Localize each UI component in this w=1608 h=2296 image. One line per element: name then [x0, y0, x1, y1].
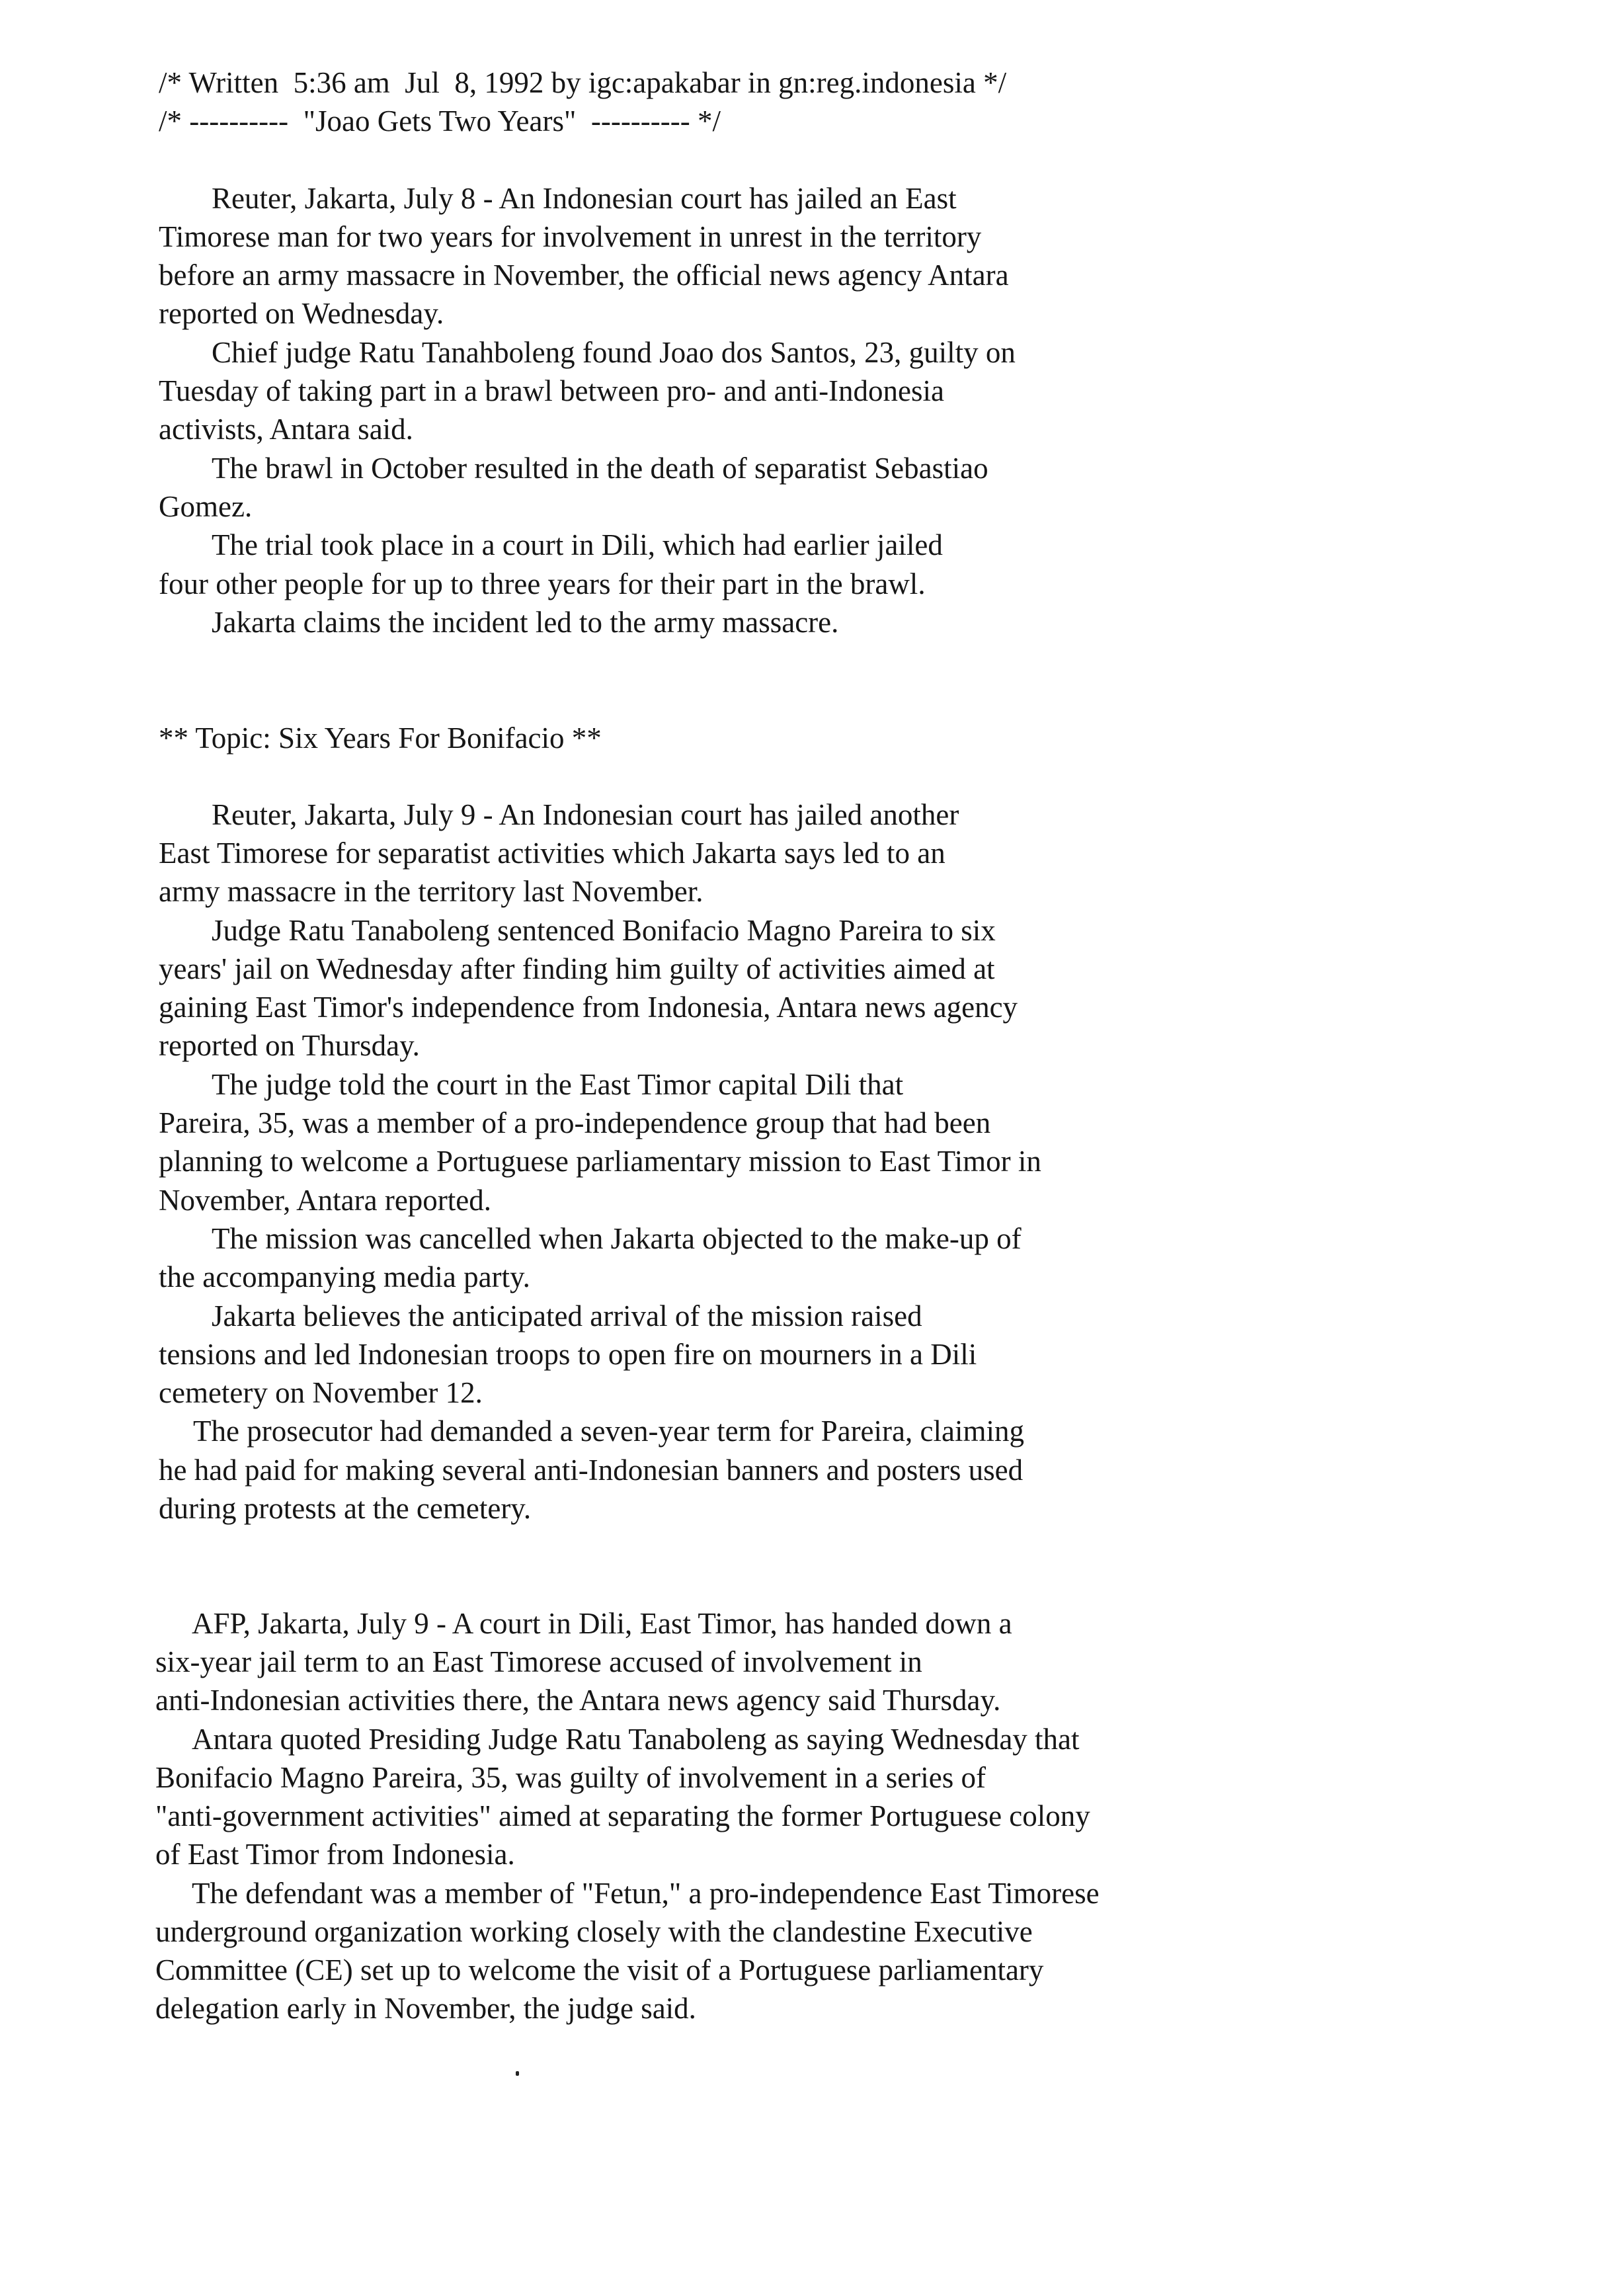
article3-p2-line4: of East Timor from Indonesia.	[155, 1838, 515, 1871]
article2-p2-line2: years' jail on Wednesday after finding him guilty of activities aimed at	[159, 952, 995, 985]
article2-p3-line3: planning to welcome a Portuguese parliamentary mission to East Timor in	[159, 1145, 1041, 1178]
article2-p6-line2: he had paid for making several anti-Indonesian banners and posters used	[159, 1454, 1024, 1487]
article3-p2-line3: "anti-government activities" aimed at separating the former Portuguese colony	[155, 1799, 1090, 1832]
article2-p3-line2: Pareira, 35, was a member of a pro-independence group that had been	[159, 1106, 991, 1139]
article3-p3-line2: underground organization working closely with the clandestine Executive	[155, 1915, 1033, 1948]
article2-p4-line1: The mission was cancelled when Jakarta objected to the make-up of	[212, 1222, 1022, 1255]
article2-p5-line3: cemetery on November 12.	[159, 1376, 483, 1409]
article1-p3-line2: Gomez.	[159, 490, 253, 523]
article2-p3-line4: November, Antara reported.	[159, 1184, 491, 1217]
article2-p3-line1: The judge told the court in the East Timor capital Dili that	[212, 1068, 904, 1101]
article1-p1-line1: Reuter, Jakarta, July 8 - An Indonesian court has jailed an East	[212, 182, 957, 215]
article1-p2-line2: Tuesday of taking part in a brawl between pro- and anti-Indonesia	[159, 374, 944, 407]
article2-p5-line1: Jakarta believes the anticipated arrival of the mission raised	[212, 1299, 922, 1332]
article2-p6-line3: during protests at the cemetery.	[159, 1492, 532, 1525]
article1-p1-line2: Timorese man for two years for involvement in unrest in the territory	[159, 220, 982, 253]
header-title-line: /* ---------- "Joao Gets Two Years" ---------- */	[159, 104, 721, 138]
article2-p5-line2: tensions and led Indonesian troops to open fire on mourners in a Dili	[159, 1338, 977, 1371]
topic-heading: ** Topic: Six Years For Bonifacio **	[159, 721, 602, 755]
article2-p2-line1: Judge Ratu Tanaboleng sentenced Bonifacio Magno Pareira to six	[212, 914, 996, 947]
article2-p2-line4: reported on Thursday.	[159, 1029, 420, 1062]
article3-p1-line1: AFP, Jakarta, July 9 - A court in Dili, East Timor, has handed down a	[192, 1607, 1012, 1640]
scan-speck	[516, 2071, 519, 2076]
article1-p1-line4: reported on Wednesday.	[159, 297, 444, 330]
header-written-line: /* Written 5:36 am Jul 8, 1992 by igc:apakabar in gn:reg.indonesia */	[159, 66, 1007, 99]
article2-p1-line1: Reuter, Jakarta, July 9 - An Indonesian court has jailed another	[212, 798, 959, 831]
article3-p1-line3: anti-Indonesian activities there, the Antara news agency said Thursday.	[155, 1684, 1001, 1717]
article3-p3-line1: The defendant was a member of "Fetun," a pro-independence East Timorese	[192, 1877, 1100, 1910]
article3-p3-line4: delegation early in November, the judge said.	[155, 1992, 696, 2025]
article1-p2-line1: Chief judge Ratu Tanahboleng found Joao dos Santos, 23, guilty on	[212, 336, 1016, 369]
article2-p4-line2: the accompanying media party.	[159, 1260, 530, 1293]
article2-p1-line3: army massacre in the territory last November.	[159, 875, 704, 908]
article3-p3-line3: Committee (CE) set up to welcome the visit of a Portuguese parliamentary	[155, 1953, 1044, 1987]
article3-p2-line1: Antara quoted Presiding Judge Ratu Tanaboleng as saying Wednesday that	[192, 1723, 1080, 1756]
article2-p6-line1: The prosecutor had demanded a seven-year term for Pareira, claiming	[193, 1414, 1024, 1448]
article1-p4-line2: four other people for up to three years for their part in the brawl.	[159, 567, 926, 600]
article1-p2-line3: activists, Antara said.	[159, 413, 413, 446]
article1-p4-line1: The trial took place in a court in Dili, which had earlier jailed	[212, 528, 943, 561]
article1-p5-line1: Jakarta claims the incident led to the army massacre.	[212, 606, 839, 639]
article2-p1-line2: East Timorese for separatist activities which Jakarta says led to an	[159, 837, 945, 870]
article2-p2-line3: gaining East Timor's independence from Indonesia, Antara news agency	[159, 991, 1018, 1024]
article3-p2-line2: Bonifacio Magno Pareira, 35, was guilty of involvement in a series of	[155, 1761, 986, 1794]
article1-p3-line1: The brawl in October resulted in the death of separatist Sebastiao	[212, 452, 988, 485]
article1-p1-line3: before an army massacre in November, the official news agency Antara	[159, 259, 1009, 292]
article3-p1-line2: six-year jail term to an East Timorese accused of involvement in	[155, 1645, 922, 1678]
